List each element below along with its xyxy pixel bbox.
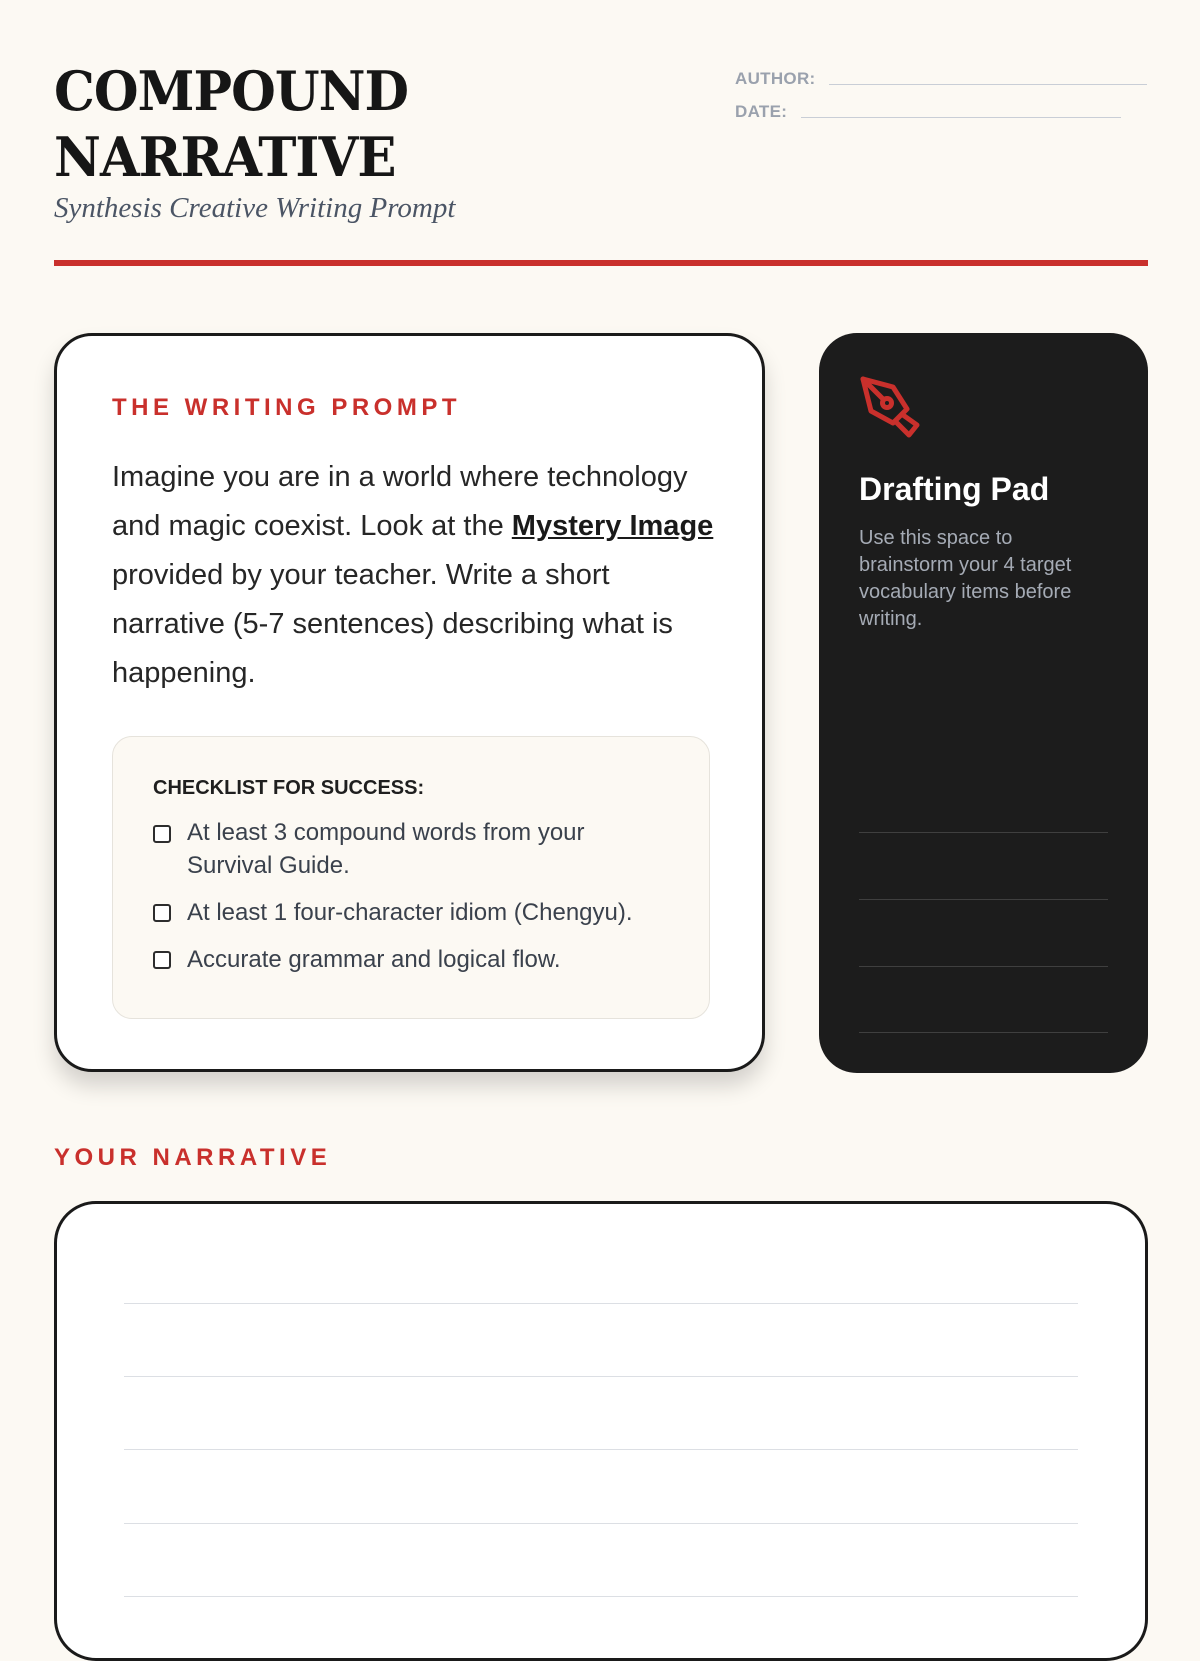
date-row	[735, 89, 1147, 122]
narrative-heading: YOUR NARRATIVE	[54, 1144, 332, 1171]
pen-nib-icon	[859, 373, 925, 439]
checkbox[interactable]	[153, 825, 171, 843]
author-date-block	[735, 56, 1147, 122]
drafting-pad-title: Drafting Pad	[859, 471, 1050, 507]
checkbox[interactable]	[153, 951, 171, 969]
title-line-1: COMPOUND	[54, 59, 409, 123]
header-divider	[54, 260, 1148, 266]
drafting-line[interactable]	[859, 966, 1108, 967]
writing-line[interactable]	[124, 1449, 1078, 1450]
writing-prompt-card	[54, 333, 765, 1072]
date-label: DATE:	[735, 102, 788, 121]
checklist-item-label: At least 1 four-character idiom (Chengyu).	[187, 899, 633, 926]
checklist-item[interactable]	[153, 943, 669, 976]
writing-line[interactable]	[124, 1303, 1078, 1304]
drafting-line[interactable]	[859, 1032, 1108, 1033]
checklist-title: CHECKLIST FOR SUCCESS:	[153, 777, 425, 799]
drafting-line[interactable]	[859, 832, 1108, 833]
checklist-item[interactable]	[153, 816, 669, 882]
checklist-item-label: At least 3 compound words from your Survival Guide.	[187, 819, 585, 879]
prompt-heading: THE WRITING PROMPT	[112, 394, 461, 421]
prompt-text-end: provided by your teacher. Write a short narrative (5-7 sentences) describing what is happening.	[112, 559, 673, 689]
author-label: AUTHOR:	[735, 69, 816, 88]
narrative-writing-area[interactable]	[54, 1201, 1148, 1661]
mystery-image-link: Mystery Image	[511, 510, 714, 542]
author-row	[735, 56, 1147, 89]
title-line-2: NARRATIVE	[54, 125, 396, 189]
drafting-line[interactable]	[859, 899, 1108, 900]
drafting-pad	[819, 333, 1148, 1073]
checklist-item-label: Accurate grammar and logical flow.	[187, 946, 561, 973]
page-subtitle: Synthesis Creative Writing Prompt	[54, 192, 456, 224]
writing-line[interactable]	[124, 1523, 1078, 1524]
prompt-text	[112, 453, 722, 698]
checkbox[interactable]	[153, 904, 171, 922]
checklist-item[interactable]	[153, 896, 669, 929]
writing-line[interactable]	[124, 1596, 1078, 1597]
date-field-line[interactable]	[801, 117, 1121, 118]
writing-line[interactable]	[124, 1376, 1078, 1377]
success-checklist	[112, 736, 710, 1019]
author-field-line[interactable]	[829, 84, 1147, 85]
drafting-pad-description: Use this space to brainstorm your 4 target vocabulary items before writing.	[859, 527, 1072, 630]
prompt-text-start: Imagine you are in a world where technology and magic coexist. Look at the	[112, 461, 688, 542]
